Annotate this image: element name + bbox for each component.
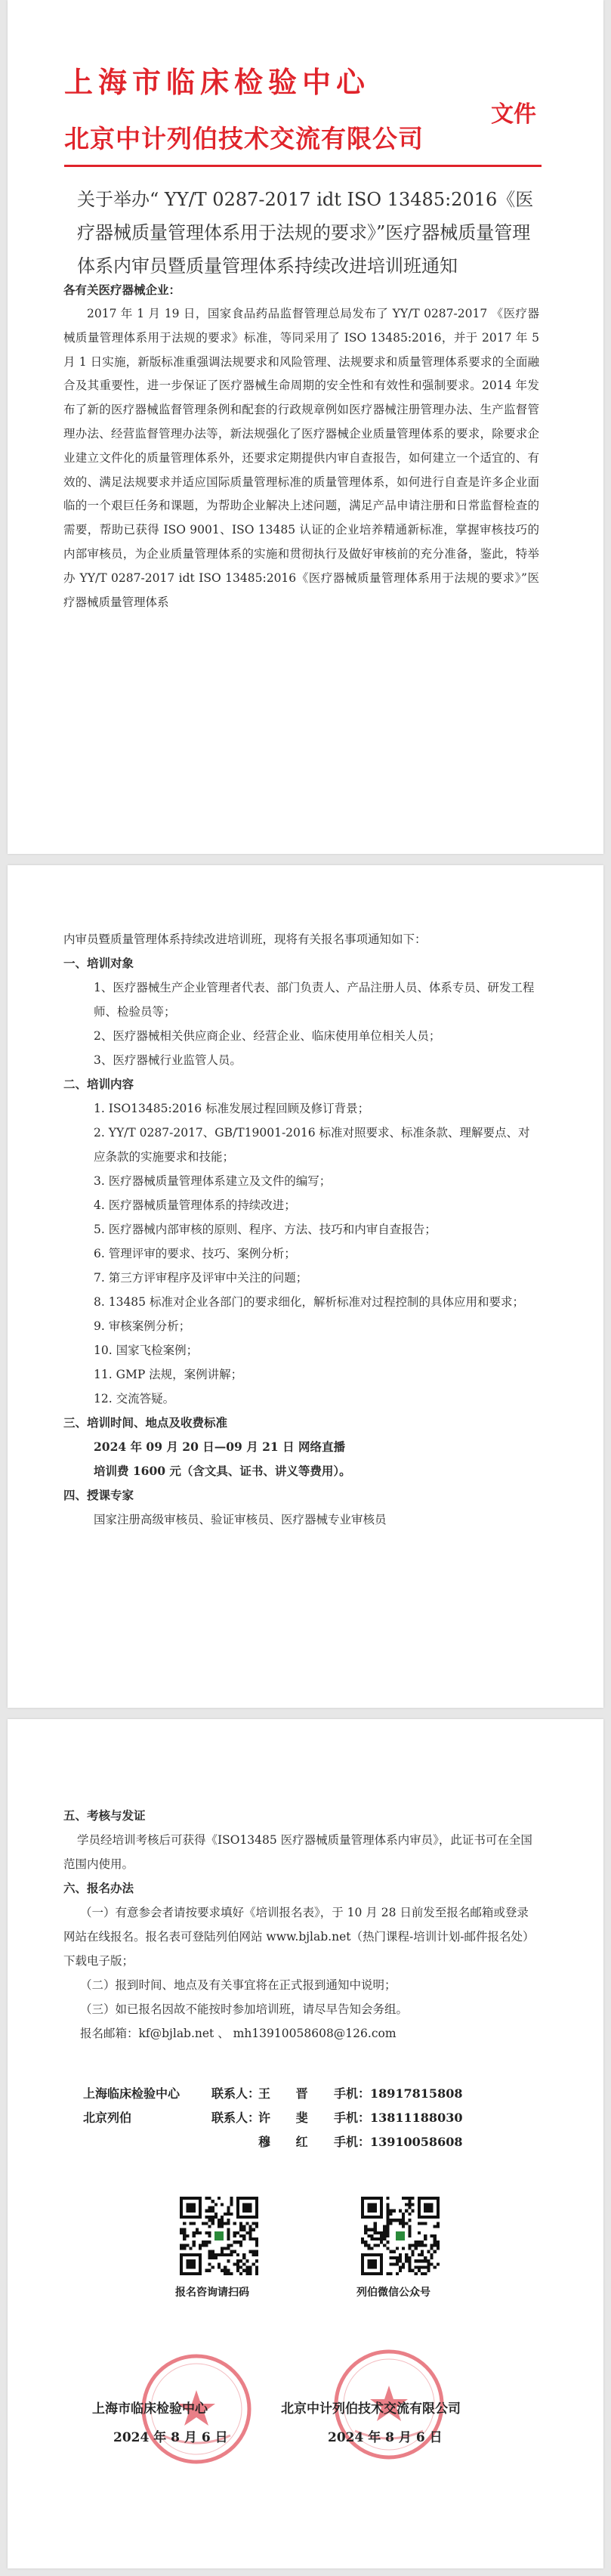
section-2-item: 6. 管理评审的要求、技巧、案例分析； [94,1247,296,1260]
section-2-item: 9. 审核案例分析； [94,1319,191,1333]
registration-qr-code[interactable] [180,2197,258,2275]
intro-paragraph: 2017 年 1 月 19 日，国家食品药品监督管理总局发布了 YY/T 0287-2017 《医疗器械质量管理体系用于法规的要求》标准，等同采用了 ISO 13485:2016，并于 2017 年 5 月 1 日实施，新版标准重强调法规要求和风险管理、法规要求和质量管理体系要求的全面融合及其重要性，进一步保证了医疗器械生命周期的安全性和有效性和强制要求。2014 年发布了新的医疗器械监督管理条例和配套的行政规章例如医疗器械注册管理办法、生产监督管理办法、经营监督管理办法等，新法规强化了医疗器械企业质量管理体系的要求，除要求企业建立文件化的质量管理体系外，还要求定期提供内审自查报告，如何建立一个适宜的、有效的、满足法规要求并适应国际质量管理标准的质量管理体系，如何进行自查是许多企业面临的一个艰巨任务和课题，为帮助企业解决上述问题，满足产品申请注册和日常监督检查的需要，帮助已获得 ISO 9001、ISO 13485 认证的企业培养精通新标准，掌握审核技巧的内部审核员，为企业质量管理体系的实施和贯彻执行及做好审核前的充分准备，鉴此，特举办 YY/T 0287-2017 idt ISO 13485:2016《医疗器械质量管理体系用于法规的要求》”医疗器械质量管理体系 [63,307,539,609]
section-2-title: 二、培训内容 [63,1077,134,1091]
contact-org: 北京列伯 [83,2111,132,2125]
contact-phone: 手机：18917815808 [334,2086,463,2101]
section-2-item: 2. YY/T 0287-2017、GB/T19001-2016 标准对照要求、标准条款、理解要点、对应条款的实施要求和技能； [94,1126,530,1164]
wechat-qr-code[interactable] [361,2197,440,2275]
document-title: 关于举办“ YY/T 0287-2017 idt ISO 13485:2016《医疗器械质量管理体系用于法规的要求》”医疗器械质量管理体系内审员暨质量管理体系持续改进培训班通知 [77,189,534,277]
section-2-item: 8. 13485 标准对企业各部门的要求细化，解析标准对过程控制的具体应用和要求； [94,1295,524,1309]
header-divider [64,165,542,167]
section-1-item: 2、医疗器械相关供应商企业、经营企业、临床使用单位相关人员； [94,1029,441,1043]
section-6-title: 六、报名办法 [63,1881,134,1895]
page-1 [8,0,603,854]
right-signature-block [281,2395,461,2452]
contact-phone: 手机：13811188030 [334,2111,463,2125]
registration-step-3: （三）如已报名因故不能按时参加培训班，请尽早告知会务组。 [80,2002,409,2016]
continuation-text: 内审员暨质量管理体系持续改进培训班，现将有关报名事项通知如下： [63,932,427,946]
section-1-item: 3、医疗器械行业监管人员。 [94,1053,242,1067]
section-2-item: 1. ISO13485:2016 标准发展过程回顾及修订背景； [94,1102,370,1115]
contact-name: 穆 红 [258,2135,319,2149]
contact-name: 王 晋 [258,2086,319,2101]
contact-row [83,2082,462,2106]
section-4-text: 国家注册高级审核员、验证审核员、医疗器械专业审核员 [94,1513,387,1526]
contact-org [83,2130,211,2154]
section-5-title: 五、考核与发证 [63,1808,146,1823]
right-signature-date: 2024 年 8 月 6 日 [328,2430,443,2445]
section-2-item: 11. GMP 法规，案例讲解； [94,1368,243,1381]
contact-row [83,2130,462,2154]
section-2-item: 4. 医疗器械质量管理体系的持续改进； [94,1198,296,1212]
header-org-1: 上海市临床检验中心 [64,66,371,99]
header-org-2: 北京中计列伯技术交流有限公司 [64,124,424,153]
training-fee: 培训费 1600 元（含文具、证书、讲义等费用）。 [94,1464,351,1478]
contact-table [83,2082,462,2154]
registration-step-2: （二）报到时间、地点及有关事宜将在正式报到通知中说明； [80,1978,397,1992]
wechat-qr-caption: 列伯微信公众号 [356,2287,430,2299]
section-2-item: 3. 医疗器械质量管理体系建立及文件的编写； [94,1174,332,1188]
contact-phone: 手机：13910058608 [334,2135,463,2149]
right-signature-org: 北京中计列伯技术交流有限公司 [281,2401,461,2417]
left-signature-date: 2024 年 8 月 6 日 [113,2430,228,2445]
page-2-body [63,927,539,1532]
page-3 [8,1719,603,2568]
header-doc-word: 文件 [491,101,536,128]
contact-org: 上海临床检验中心 [83,2086,181,2101]
section-2-item: 7. 第三方评审程序及评审中关注的问题； [94,1271,308,1285]
training-date-location: 2024 年 09 月 20 日—09 月 21 日 网络直播 [94,1440,345,1454]
page-3-body [63,1804,539,2046]
section-2-item: 5. 医疗器械内部审核的原则、程序、方法、技巧和内审自查报告； [94,1223,437,1236]
page-1-body [63,278,539,614]
registration-qr-caption: 报名咨询请扫码 [175,2287,249,2299]
section-1-title: 一、培训对象 [63,956,134,970]
left-signature-org: 上海市临床检验中心 [92,2401,208,2417]
salutation: 各有关医疗器械企业： [63,283,181,297]
registration-step-1: （一）有意参会者请按要求填好《培训报名表》，于 10 月 28 日前发至报名邮箱或登录网站在线报名。报名表可登陆列伯网站 www.bjlab.net（热门课程-培训计划-邮件报名处）下载电子版； [63,1906,535,1968]
section-4-title: 四、授课专家 [63,1488,134,1502]
section-2-item: 12. 交流答疑。 [94,1392,175,1406]
contact-label [211,2130,258,2154]
section-1-item: 1、医疗器械生产企业管理者代表、部门负责人、产品注册人员、体系专员、研发工程师、检验员等； [94,981,535,1019]
page-2 [8,865,603,1708]
left-signature-block [92,2395,228,2452]
section-3-title: 三、培训时间、地点及收费标准 [63,1415,228,1430]
contact-name: 许 斐 [258,2111,319,2125]
section-5-text: 学员经培训考核后可获得《ISO13485 医疗器械质量管理体系内审员》，此证书可在全国范围内使用。 [63,1833,532,1871]
registration-email[interactable]: 报名邮箱：kf@bjlab.net 、 mh13910058608@126.com [80,2027,397,2040]
contact-row [83,2106,462,2130]
contact-label: 联系人： [211,2086,261,2101]
section-2-item: 10. 国家飞检案例； [94,1344,199,1357]
contact-label: 联系人： [211,2111,261,2125]
